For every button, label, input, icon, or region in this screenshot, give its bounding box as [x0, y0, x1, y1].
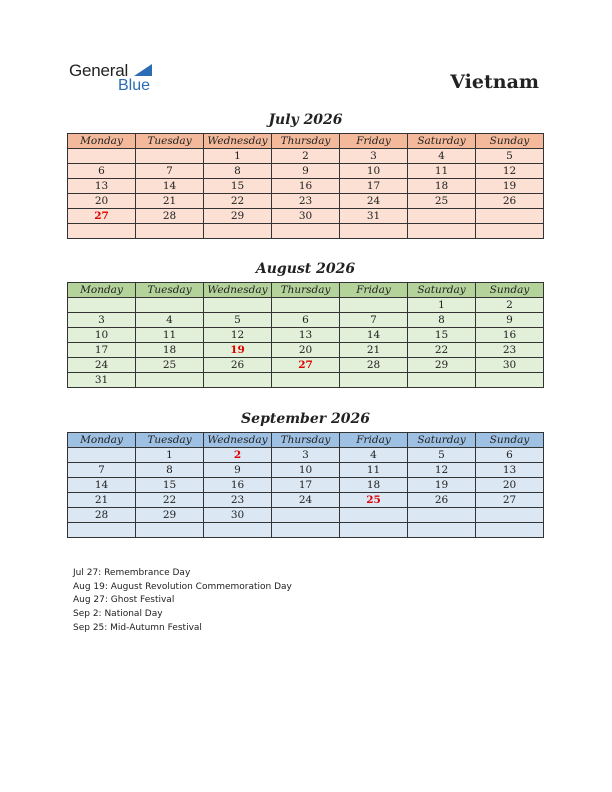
empty-cell: [408, 209, 476, 224]
holiday-note: Aug 19: August Revolution Commemoration Day: [73, 581, 292, 592]
day-cell: 13: [272, 328, 340, 343]
day-cell: 23: [272, 194, 340, 209]
day-cell: 22: [408, 343, 476, 358]
month-title-september: September 2026: [241, 411, 370, 427]
day-cell: 8: [204, 164, 272, 179]
empty-cell: [272, 523, 340, 538]
holiday-note: Aug 27: Ghost Festival: [73, 595, 175, 606]
day-cell: 6: [68, 164, 136, 179]
week-row: [68, 463, 544, 478]
day-cell: 23: [204, 493, 272, 508]
day-cell: 22: [136, 493, 204, 508]
calendar-july: [67, 133, 544, 239]
day-cell: 10: [272, 463, 340, 478]
day-cell: 12: [204, 328, 272, 343]
holiday-day-cell: 27: [272, 358, 340, 373]
week-row: [68, 164, 544, 179]
empty-cell: [476, 523, 544, 538]
empty-cell: [136, 149, 204, 164]
day-cell: 2: [476, 298, 544, 313]
day-cell: 12: [408, 463, 476, 478]
day-cell: 26: [204, 358, 272, 373]
empty-cell: [136, 298, 204, 313]
holiday-day-cell: 25: [340, 493, 408, 508]
logo-word-general: General: [69, 61, 129, 80]
day-cell: 25: [136, 358, 204, 373]
week-row: [68, 209, 544, 224]
day-cell: 10: [68, 328, 136, 343]
empty-cell: [68, 149, 136, 164]
month-title-july: July 2026: [268, 112, 343, 128]
weekday-header: Sunday: [476, 433, 544, 448]
empty-cell: [136, 373, 204, 388]
empty-cell: [340, 298, 408, 313]
weekday-header: Thursday: [272, 134, 340, 149]
generalblue-logo: [69, 61, 159, 95]
empty-cell: [204, 298, 272, 313]
day-cell: 13: [68, 179, 136, 194]
empty-cell: [68, 224, 136, 239]
weekday-header: Friday: [340, 283, 408, 298]
holiday-note: Sep 2: National Day: [73, 609, 163, 620]
empty-cell: [340, 373, 408, 388]
empty-cell: [408, 523, 476, 538]
weekday-header: Friday: [340, 134, 408, 149]
day-cell: 3: [68, 313, 136, 328]
day-cell: 11: [340, 463, 408, 478]
empty-cell: [272, 508, 340, 523]
day-cell: 25: [408, 194, 476, 209]
day-cell: 29: [408, 358, 476, 373]
day-cell: 6: [272, 313, 340, 328]
day-cell: 7: [136, 164, 204, 179]
day-cell: 4: [136, 313, 204, 328]
empty-cell: [204, 373, 272, 388]
weekday-header: Sunday: [476, 134, 544, 149]
empty-cell: [340, 508, 408, 523]
day-cell: 9: [272, 164, 340, 179]
day-cell: 19: [476, 179, 544, 194]
holiday-day-cell: 27: [68, 209, 136, 224]
day-cell: 22: [204, 194, 272, 209]
day-cell: 7: [68, 463, 136, 478]
holiday-note: Sep 25: Mid-Autumn Festival: [73, 622, 202, 633]
day-cell: 30: [272, 209, 340, 224]
day-cell: 5: [408, 448, 476, 463]
country-title: Vietnam: [450, 71, 539, 93]
day-cell: 21: [340, 343, 408, 358]
day-cell: 15: [136, 478, 204, 493]
day-cell: 28: [136, 209, 204, 224]
weekday-header: Saturday: [408, 134, 476, 149]
day-cell: 17: [272, 478, 340, 493]
month-title-august: August 2026: [255, 261, 356, 277]
empty-cell: [476, 373, 544, 388]
day-cell: 29: [204, 209, 272, 224]
day-cell: 20: [68, 194, 136, 209]
weekday-header: Wednesday: [204, 433, 272, 448]
day-cell: 8: [136, 463, 204, 478]
weekday-header: Saturday: [408, 433, 476, 448]
day-cell: 21: [68, 493, 136, 508]
day-cell: 27: [476, 493, 544, 508]
empty-cell: [136, 523, 204, 538]
day-cell: 19: [408, 478, 476, 493]
empty-cell: [408, 508, 476, 523]
day-cell: 15: [204, 179, 272, 194]
week-row: [68, 448, 544, 463]
day-cell: 17: [68, 343, 136, 358]
weekday-header: Friday: [340, 433, 408, 448]
weekday-header: Wednesday: [204, 283, 272, 298]
empty-cell: [340, 523, 408, 538]
day-cell: 4: [408, 149, 476, 164]
day-cell: 30: [204, 508, 272, 523]
day-cell: 3: [340, 149, 408, 164]
day-cell: 7: [340, 313, 408, 328]
weekday-header: Wednesday: [204, 134, 272, 149]
week-row: [68, 149, 544, 164]
day-cell: 1: [136, 448, 204, 463]
day-cell: 17: [340, 179, 408, 194]
holiday-day-cell: 2: [204, 448, 272, 463]
empty-cell: [272, 224, 340, 239]
weekday-header: Saturday: [408, 283, 476, 298]
day-cell: 31: [340, 209, 408, 224]
empty-cell: [476, 508, 544, 523]
week-row: [68, 343, 544, 358]
week-row: [68, 358, 544, 373]
day-cell: 11: [136, 328, 204, 343]
empty-cell: [68, 448, 136, 463]
day-cell: 5: [204, 313, 272, 328]
week-row: [68, 313, 544, 328]
empty-cell: [68, 523, 136, 538]
day-cell: 23: [476, 343, 544, 358]
weekday-header: Tuesday: [136, 433, 204, 448]
day-cell: 18: [136, 343, 204, 358]
empty-cell: [204, 224, 272, 239]
week-row: [68, 478, 544, 493]
day-cell: 5: [476, 149, 544, 164]
week-row: [68, 373, 544, 388]
weekday-header: Thursday: [272, 283, 340, 298]
weekday-header: Monday: [68, 433, 136, 448]
holiday-day-cell: 19: [204, 343, 272, 358]
day-cell: 24: [340, 194, 408, 209]
day-cell: 26: [408, 493, 476, 508]
empty-cell: [136, 224, 204, 239]
weekday-header: Monday: [68, 283, 136, 298]
day-cell: 1: [204, 149, 272, 164]
week-row: [68, 328, 544, 343]
day-cell: 9: [476, 313, 544, 328]
calendar-august: [67, 282, 544, 388]
day-cell: 29: [136, 508, 204, 523]
week-row: [68, 179, 544, 194]
day-cell: 28: [68, 508, 136, 523]
day-cell: 15: [408, 328, 476, 343]
day-cell: 11: [408, 164, 476, 179]
day-cell: 10: [340, 164, 408, 179]
day-cell: 31: [68, 373, 136, 388]
day-cell: 14: [136, 179, 204, 194]
day-cell: 14: [340, 328, 408, 343]
holiday-note: Jul 27: Remembrance Day: [73, 568, 191, 578]
day-cell: 12: [476, 164, 544, 179]
day-cell: 24: [68, 358, 136, 373]
calendar-september: [67, 432, 544, 538]
logo-word-blue: Blue: [118, 77, 151, 94]
empty-cell: [340, 224, 408, 239]
day-cell: 16: [272, 179, 340, 194]
day-cell: 20: [476, 478, 544, 493]
week-row: [68, 298, 544, 313]
empty-cell: [476, 209, 544, 224]
day-cell: 13: [476, 463, 544, 478]
day-cell: 14: [68, 478, 136, 493]
day-cell: 9: [204, 463, 272, 478]
empty-cell: [68, 298, 136, 313]
day-cell: 20: [272, 343, 340, 358]
weekday-header: Thursday: [272, 433, 340, 448]
holiday-notes: [73, 567, 292, 636]
day-cell: 2: [272, 149, 340, 164]
day-cell: 8: [408, 313, 476, 328]
week-row: [68, 493, 544, 508]
weekday-header-row: [68, 134, 544, 149]
weekday-header: Sunday: [476, 283, 544, 298]
weekday-header-row: [68, 283, 544, 298]
weekday-header-row: [68, 433, 544, 448]
day-cell: 16: [476, 328, 544, 343]
day-cell: 18: [340, 478, 408, 493]
empty-cell: [408, 224, 476, 239]
empty-cell: [476, 224, 544, 239]
day-cell: 4: [340, 448, 408, 463]
weekday-header: Tuesday: [136, 134, 204, 149]
empty-cell: [408, 373, 476, 388]
day-cell: 30: [476, 358, 544, 373]
day-cell: 28: [340, 358, 408, 373]
day-cell: 1: [408, 298, 476, 313]
day-cell: 26: [476, 194, 544, 209]
day-cell: 18: [408, 179, 476, 194]
day-cell: 6: [476, 448, 544, 463]
empty-cell: [272, 298, 340, 313]
weekday-header: Monday: [68, 134, 136, 149]
day-cell: 24: [272, 493, 340, 508]
day-cell: 16: [204, 478, 272, 493]
week-row: [68, 523, 544, 538]
weekday-header: Tuesday: [136, 283, 204, 298]
week-row: [68, 194, 544, 209]
empty-cell: [204, 523, 272, 538]
week-row: [68, 224, 544, 239]
logo-triangle-icon: [134, 64, 152, 76]
week-row: [68, 508, 544, 523]
day-cell: 21: [136, 194, 204, 209]
empty-cell: [272, 373, 340, 388]
day-cell: 3: [272, 448, 340, 463]
